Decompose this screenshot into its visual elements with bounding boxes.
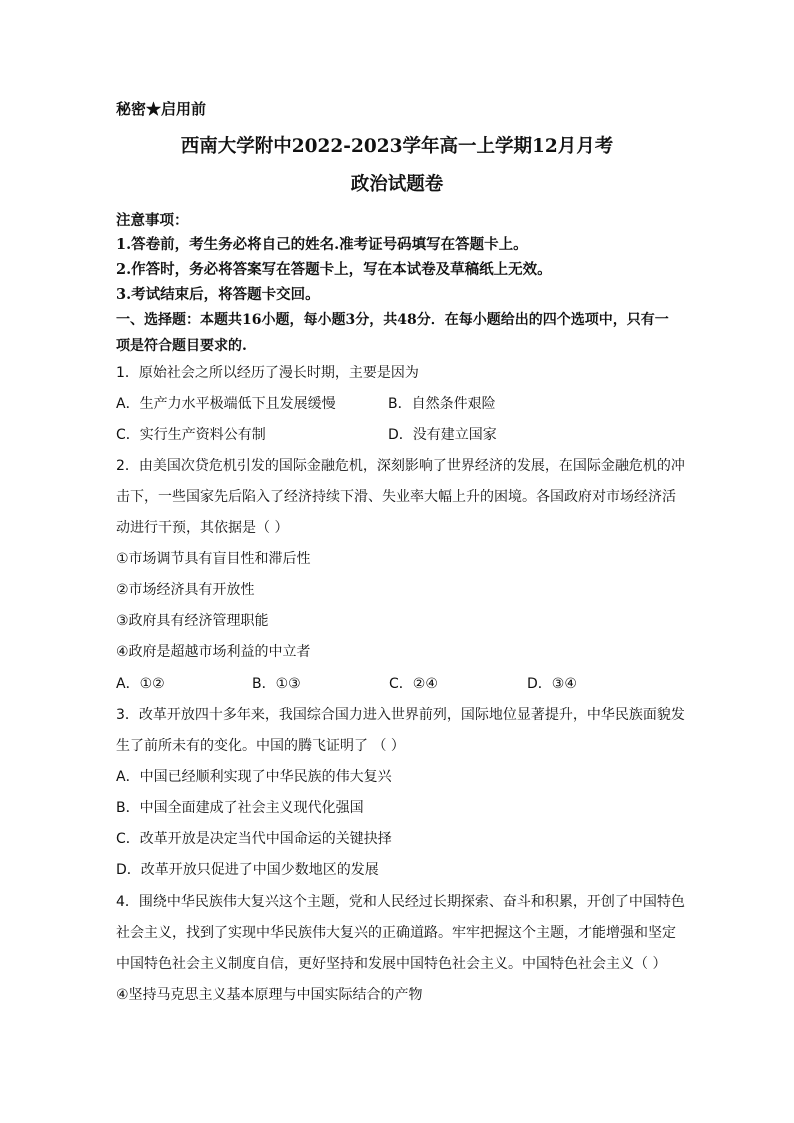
section-heading: 一、选择题：本题共16小题，每小题3分，共48分．在每小题给出的四个选项中，只有一 <box>116 312 669 328</box>
question-2-statement: ④政府是超越市场利益的中立者 <box>116 644 311 660</box>
question-4-stem: 4．围绕中华民族伟大复兴这个主题，党和人民经过长期探索、奋斗和积累，开创了中国特色 <box>116 894 685 910</box>
question-1-option-d: D．没有建立国家 <box>388 427 497 443</box>
question-4-statement: ④坚持马克思主义基本原理与中国实际结合的产物 <box>116 987 423 1003</box>
notice-item: 3.考试结束后，将答题卡交回。 <box>116 286 320 303</box>
question-2-stem: 2．由美国次贷危机引发的国际金融危机，深刻影响了世界经济的发展，在国际金融危机的冲 <box>116 458 685 474</box>
notice-item: 1.答卷前，考生务必将自己的姓名.准考证号码填写在答题卡上。 <box>116 236 528 253</box>
question-4-stem: 社会主义，找到了实现中华民族伟大复兴的正确道路。牢牢把握这个主题，才能增强和坚定 <box>116 925 676 941</box>
section-heading-cont: 项是符合题目要求的. <box>116 338 247 354</box>
question-3-option-d: D．改革开放只促进了中国少数地区的发展 <box>116 862 379 878</box>
question-2-option-b: B．①③ <box>252 676 301 692</box>
question-2-stem: 击下，一些国家先后陷入了经济持续下滑、失业率大幅上升的困境。各国政府对市场经济活 <box>116 489 676 505</box>
question-3-stem: 生了前所未有的变化。中国的腾飞证明了 （ ） <box>116 738 405 754</box>
question-2-statement: ①市场调节具有盲目性和滞后性 <box>116 551 311 567</box>
question-2-option-a: A．①② <box>116 676 165 692</box>
question-2-stem: 动进行干预，其依据是（ ） <box>116 520 289 536</box>
exam-title: 西南大学附中2022-2023学年高一上学期12月月考 <box>180 136 614 157</box>
notice-heading: 注意事项： <box>116 212 189 229</box>
question-2-option-d: D．③④ <box>527 676 577 692</box>
question-1-stem: 1．原始社会之所以经历了漫长时期，主要是因为 <box>116 365 419 381</box>
question-4-stem: 中国特色社会主义制度自信，更好坚持和发展中国特色社会主义。中国特色社会主义（ ） <box>116 956 667 972</box>
question-3-option-b: B．中国全面建成了社会主义现代化强国 <box>116 800 364 816</box>
question-2-option-c: C．②④ <box>389 676 438 692</box>
question-3-option-c: C．改革开放是决定当代中国命运的关键抉择 <box>116 831 392 847</box>
confidential-label: 秘密★启用前 <box>116 100 207 118</box>
question-3-option-a: A．中国已经顺利实现了中华民族的伟大复兴 <box>116 769 392 785</box>
question-1-option-a: A．生产力水平极端低下且发展缓慢 <box>116 396 336 412</box>
exam-subtitle: 政治试题卷 <box>350 174 444 195</box>
question-2-statement: ②市场经济具有开放性 <box>116 582 255 598</box>
question-2-statement: ③政府具有经济管理职能 <box>116 613 269 629</box>
notice-item: 2.作答时，务必将答案写在答题卡上，写在本试卷及草稿纸上无效。 <box>116 261 552 278</box>
question-3-stem: 3．改革开放四十多年来，我国综合国力进入世界前列，国际地位显著提升，中华民族面貌发 <box>116 707 685 723</box>
question-1-option-c: C．实行生产资料公有制 <box>116 427 266 443</box>
question-1-option-b: B．自然条件艰险 <box>388 396 496 412</box>
